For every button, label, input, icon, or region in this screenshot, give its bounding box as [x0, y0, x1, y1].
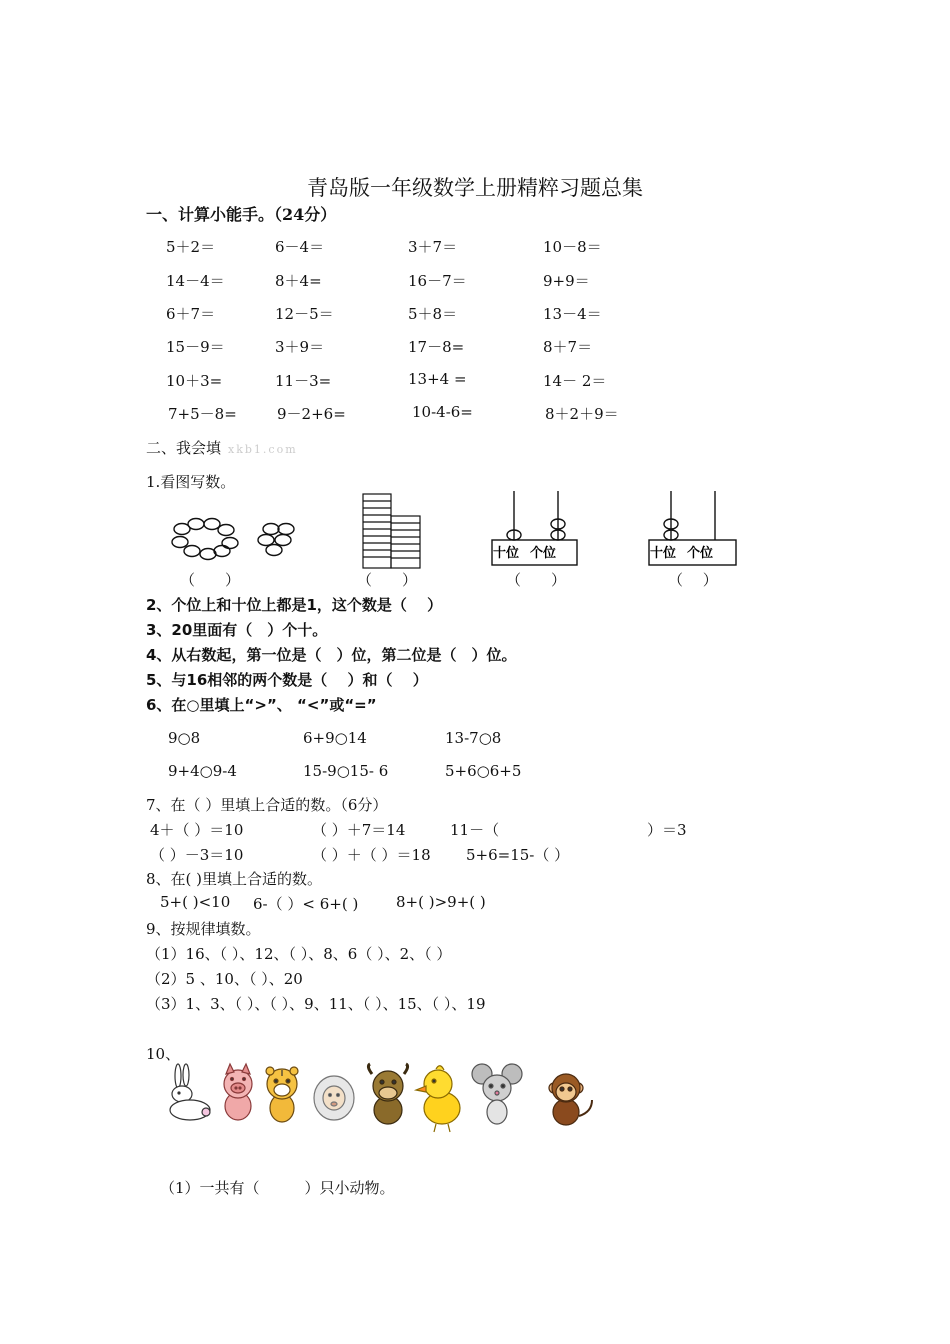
q3: 3、20里面有（ ）个十。: [146, 621, 328, 639]
calc-item: 8＋4=: [275, 272, 322, 290]
sheep-icon: [314, 1076, 354, 1120]
q10-label: 10、: [146, 1045, 181, 1063]
calc-item: 17－8=: [408, 338, 465, 356]
chick-icon: [416, 1066, 460, 1132]
q5: 5、与16相邻的两个数是（ ）和（ ）: [146, 671, 428, 689]
calc-item: 15－9＝: [166, 338, 225, 356]
q9-item-2: （2）5 、10、（ ）、20: [146, 970, 303, 988]
q10-sub1: （1）一共有（ ）只小动物。: [160, 1179, 395, 1197]
abacus-2-tens-label: 十位: [650, 546, 677, 561]
watermark: xkb1.com: [228, 443, 298, 456]
q8-item: 5+( )<10: [160, 893, 231, 911]
section1-heading: 一、计算小能手。（24分）: [146, 205, 337, 224]
q4: 4、从右数起，第一位是（ ）位，第二位是（ ）位。: [146, 646, 517, 664]
q7-item: （ ）－3＝10: [150, 846, 244, 864]
q7-item: 11－（: [450, 821, 500, 839]
tiger-icon: [266, 1067, 298, 1122]
calc-item: 7+5－8=: [168, 405, 237, 423]
q6-label: 6、在○里填上“>”、 “<”或“=”: [146, 696, 377, 714]
pig-icon: [224, 1064, 252, 1120]
animals-row: [160, 1062, 610, 1134]
q1-blank-1[interactable]: （ ）: [180, 571, 241, 589]
q6-item: 5+6○6+5: [445, 762, 522, 780]
abacus-1-tens-label: 十位: [493, 546, 520, 561]
calc-item: 14－ 2＝: [543, 372, 607, 390]
abacus-2-ones-label: 个位: [687, 546, 714, 561]
calc-item: 3＋9＝: [275, 338, 325, 356]
calc-item: 12－5＝: [275, 305, 334, 323]
calc-item: 10-4-6=: [412, 403, 473, 421]
abacus-1-ones-label: 个位: [530, 546, 557, 561]
q9-label: 9、按规律填数。: [146, 920, 261, 938]
q9-item-3: （3）1、3、（ ）、（ ）、9、11、（ ）、15、（ ）、19: [146, 995, 486, 1013]
section2-heading: 二、我会填: [146, 439, 222, 457]
q1-blank-3[interactable]: （ ）: [506, 571, 567, 589]
q1-blank-4[interactable]: （ ）: [668, 571, 718, 589]
calc-item: 5＋8＝: [408, 305, 458, 323]
calc-item: 9－2+6=: [277, 405, 346, 423]
rabbit-icon: [170, 1064, 210, 1120]
calc-item: 11－3=: [275, 372, 332, 390]
monkey-icon: [549, 1074, 592, 1125]
q6-item: 15-9○15- 6: [303, 762, 389, 780]
q9-item-1: （1）16、（ ）、12、（ ）、8、6（ ）、2、（ ）: [146, 945, 452, 963]
q6-item: 6+9○14: [303, 729, 367, 747]
calc-item: 14－4＝: [166, 272, 225, 290]
calc-item: 9+9＝: [543, 272, 590, 290]
calc-item: 3＋7＝: [408, 238, 458, 256]
calc-item: 13+4 =: [408, 370, 467, 388]
calc-item: 10＋3=: [166, 372, 223, 390]
q7-item: 5+6=15-（ ）: [466, 846, 570, 864]
circle-group-right: [258, 524, 294, 556]
q8-item: 6-（ ）< 6+( ): [253, 895, 359, 913]
q8-item: 8+( )>9+( ): [396, 893, 486, 911]
calc-item: 13－4＝: [543, 305, 602, 323]
ox-icon: [368, 1064, 407, 1124]
calc-item: 8＋7＝: [543, 338, 593, 356]
q7-item: ）＝3: [647, 821, 687, 839]
stick-bundles: [363, 494, 420, 568]
q1-blank-2[interactable]: （ ）: [357, 571, 418, 589]
calc-item: 5＋2＝: [166, 238, 216, 256]
q6-item: 9+4○9-4: [168, 762, 237, 780]
q6-item: 13-7○8: [445, 729, 502, 747]
calc-item: 6－4＝: [275, 238, 325, 256]
q8-label: 8、在( )里填上合适的数。: [146, 870, 323, 888]
page-title: 青岛版一年级数学上册精粹习题总集: [307, 176, 643, 200]
q7-item: （ ）＋7＝14: [312, 821, 406, 839]
q1-label: 1.看图写数。: [146, 473, 236, 491]
calc-item: 16－7＝: [408, 272, 467, 290]
calc-item: 6＋7＝: [166, 305, 216, 323]
calc-item: 8＋2＋9＝: [545, 405, 619, 423]
q7-label: 7、在（ ）里填上合适的数。（6分）: [146, 796, 388, 814]
q7-item: （ ）＋（ ）＝18: [312, 846, 431, 864]
q2: 2、个位上和十位上都是1，这个数是（ ）: [146, 596, 443, 614]
q7-item: 4＋（ ）＝10: [150, 821, 244, 839]
circle-group-left: [172, 519, 238, 560]
q6-item: 9○8: [168, 729, 201, 747]
calc-item: 10－8＝: [543, 238, 602, 256]
mouse-icon: [472, 1064, 522, 1124]
